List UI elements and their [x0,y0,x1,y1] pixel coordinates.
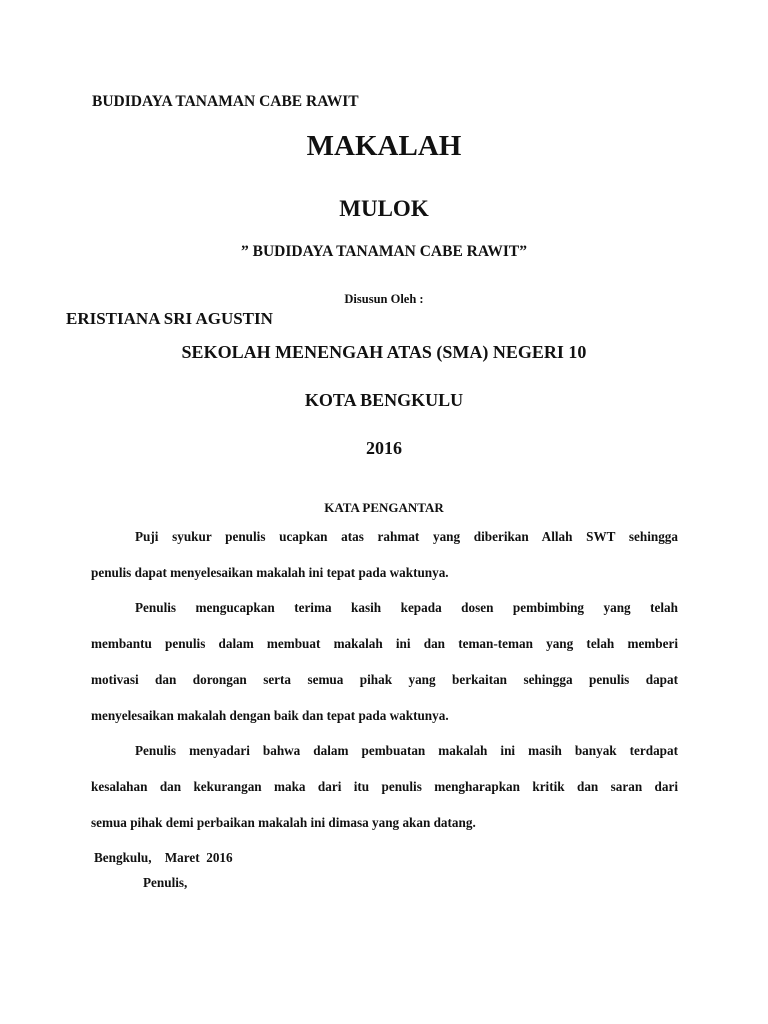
signature-role: Penulis, [143,875,188,890]
preface-paragraph-2 [91,590,678,734]
paragraph-line: menyelesaikan makalah dengan baik dan tepat pada waktunya. [91,708,449,723]
prepared-by-label: Disusun Oleh : [344,292,424,306]
author-name: ERISTIANA SRI AGUSTIN [66,309,273,328]
preface-paragraph-3 [91,733,678,841]
preface-paragraph-1 [91,519,678,591]
paragraph-line: semua pihak demi perbaikan makalah ini dimasa yang akan datang. [91,815,476,830]
year: 2016 [366,438,402,458]
paragraph-line: membantu penulis dalam membuat makalah ini dan teman-teman yang telah memberi [91,636,678,651]
subject-title: MULOK [339,196,429,221]
paragraph-line: penulis dapat menyelesaikan makalah ini tepat pada waktunya. [91,565,449,580]
paragraph-line: motivasi dan dorongan serta semua pihak yang berkaitan sehingga penulis dapat [91,672,678,687]
main-title: MAKALAH [306,130,462,162]
preface-heading: KATA PENGANTAR [324,500,444,515]
city-name: KOTA BENGKULU [304,390,464,410]
header-title: BUDIDAYA TANAMAN CABE RAWIT [92,93,359,110]
quoted-title: ” BUDIDAYA TANAMAN CABE RAWIT” [241,243,527,260]
paragraph-line: kesalahan dan kekurangan maka dari itu penulis mengharapkan kritik dan saran dari [91,779,678,794]
signature-place-date: Bengkulu, Maret 2016 [94,850,233,865]
paragraph-line: Puji syukur penulis ucapkan atas rahmat yang diberikan Allah SWT sehingga [135,529,678,544]
paragraph-line: Penulis menyadari bahwa dalam pembuatan makalah ini masih banyak terdapat [135,743,678,758]
school-name: SEKOLAH MENENGAH ATAS (SMA) NEGERI 10 [181,342,587,362]
paragraph-line: Penulis mengucapkan terima kasih kepada dosen pembimbing yang telah [135,600,678,615]
